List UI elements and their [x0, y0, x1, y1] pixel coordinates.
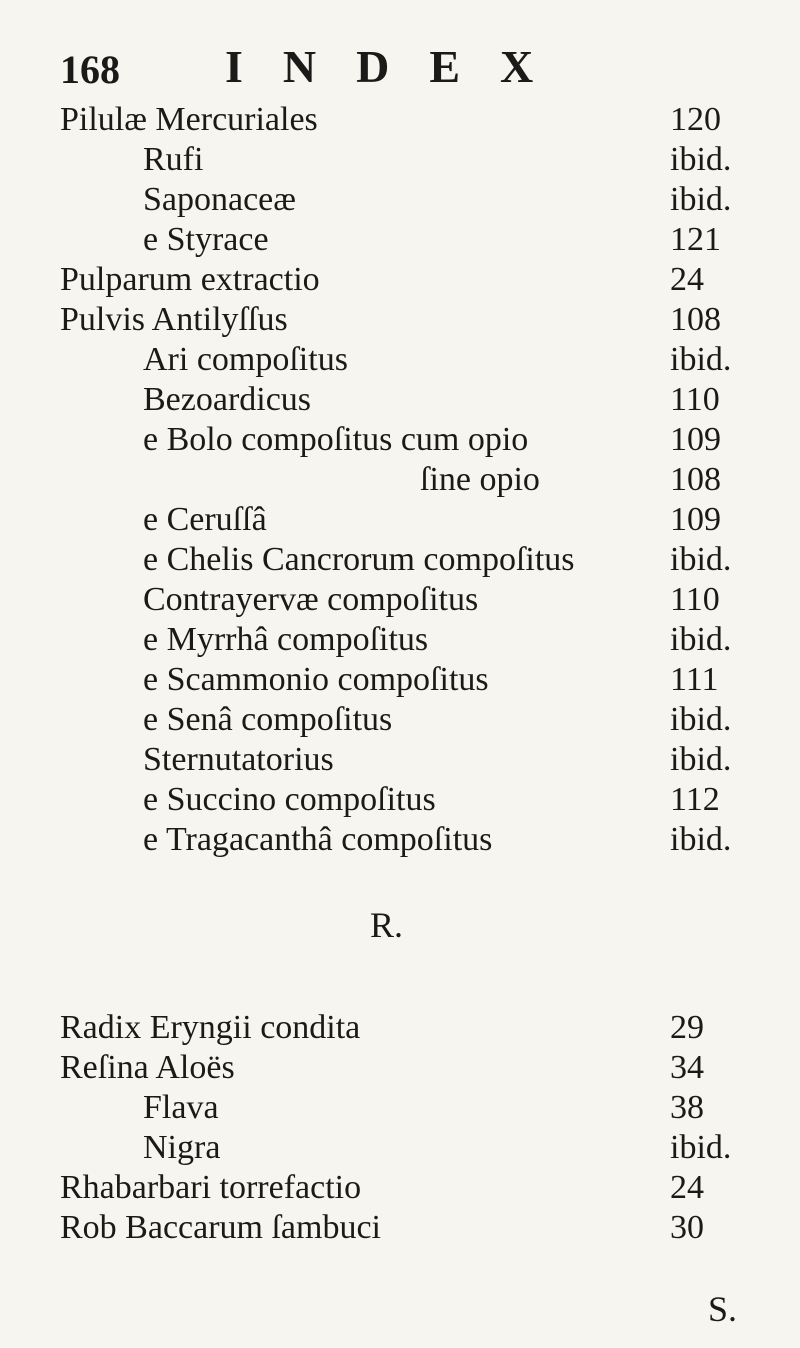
entry-term: Ari compoſitus	[143, 341, 348, 378]
entry-page-ref: ibid.	[670, 621, 732, 658]
entry-term: Pilulæ Mercuriales	[60, 101, 318, 138]
entry-term: Rhabarbari torrefactio	[60, 1169, 362, 1206]
entry-term: e Senâ compoſitus	[143, 701, 393, 738]
entry-term: Contrayervæ compoſitus	[143, 581, 479, 618]
entry-page-ref: 121	[670, 221, 721, 258]
entry-term: e Bolo compoſitus cum opio	[143, 421, 529, 458]
entry-term: e Ceruſſâ	[143, 501, 267, 538]
entry-page-ref: 29	[670, 1009, 704, 1046]
entry-page-ref: 120	[670, 101, 721, 138]
running-title: INDEX	[225, 41, 574, 92]
entry-page-ref: ibid.	[670, 1129, 732, 1166]
entry-term: Pulvis Antilyſſus	[60, 301, 288, 338]
catchword-next-section: S.	[708, 1289, 738, 1329]
entry-term: Nigra	[143, 1129, 221, 1166]
entry-page-ref: ibid.	[670, 741, 732, 778]
entry-page-ref: 109	[670, 501, 721, 538]
section-letter-r: R.	[370, 905, 404, 945]
entry-page-ref: 30	[670, 1209, 704, 1246]
entry-page-ref: ibid.	[670, 141, 732, 178]
entry-term: e Succino compoſitus	[143, 781, 436, 818]
entry-term: ſine opio	[420, 461, 540, 498]
entry-page-ref: ibid.	[670, 181, 732, 218]
entry-page-ref: 109	[670, 421, 721, 458]
entry-term: Flava	[143, 1089, 219, 1126]
entry-term: e Scammonio compoſitus	[143, 661, 489, 698]
entry-page-ref: 111	[670, 661, 719, 698]
entry-page-ref: 112	[670, 781, 720, 818]
entry-term: Rufi	[143, 141, 204, 178]
entry-page-ref: 108	[670, 461, 721, 498]
entry-term: Radix Eryngii condita	[60, 1009, 361, 1046]
entry-page-ref: 24	[670, 1169, 704, 1206]
entry-page-ref: 38	[670, 1089, 704, 1126]
entry-page-ref: 110	[670, 381, 720, 418]
entry-page-ref: ibid.	[670, 701, 732, 738]
entry-term: Saponaceæ	[143, 181, 296, 218]
entry-page-ref: 34	[670, 1049, 704, 1086]
entry-term: e Myrrhâ compoſitus	[143, 621, 429, 658]
entry-term: e Styrace	[143, 221, 269, 258]
page-number: 168	[60, 47, 120, 92]
entry-page-ref: 110	[670, 581, 720, 618]
entry-term: Pulparum extractio	[60, 261, 320, 298]
entry-term: Rob Baccarum ſambuci	[60, 1209, 382, 1246]
entry-term: Sternutatorius	[143, 741, 334, 778]
entry-term: Bezoardicus	[143, 381, 312, 418]
entry-page-ref: ibid.	[670, 341, 732, 378]
entry-term: Reſina Aloës	[60, 1049, 235, 1086]
page-header	[0, 40, 800, 100]
entry-page-ref: 108	[670, 301, 721, 338]
entry-page-ref: ibid.	[670, 821, 732, 858]
entry-page-ref: 24	[670, 261, 704, 298]
entry-term: e Chelis Cancrorum compoſitus	[143, 541, 575, 578]
entry-term: e Tragacanthâ compoſitus	[143, 821, 493, 858]
entry-page-ref: ibid.	[670, 541, 732, 578]
